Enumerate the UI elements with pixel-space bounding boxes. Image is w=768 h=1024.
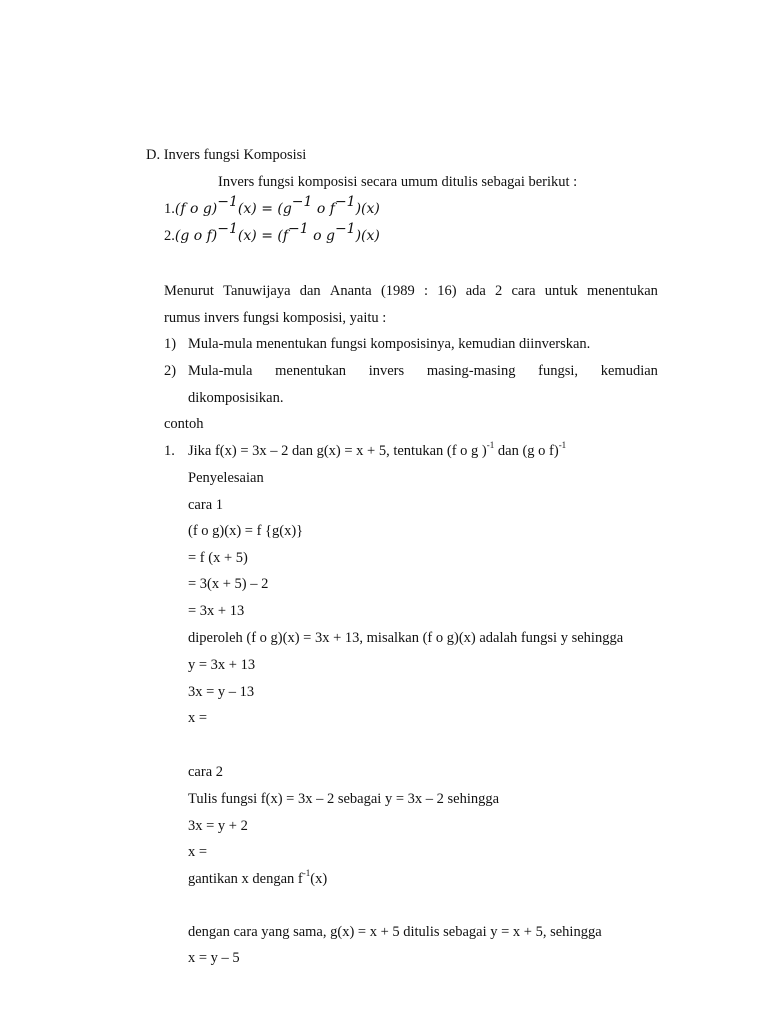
word: dan (299, 283, 321, 299)
step-1-number: 1) (164, 336, 177, 352)
example-label: contoh (164, 416, 204, 432)
word: ada (465, 283, 486, 299)
formula-2-g-exp: −1 (334, 221, 356, 238)
formula-1-f-exp: −1 (334, 194, 356, 211)
word: (1989 (380, 283, 415, 299)
paragraph-line-1 (164, 282, 658, 300)
formula-2-o: 𝑜 𝑔 (308, 228, 335, 244)
word: invers (368, 363, 405, 379)
cara-1-line-5: diperoleh (f o g)(x) = 3x + 13, misalkan (f o g)(x) adalah fungsi y sehingga (188, 630, 624, 646)
word: Tanuwijaya (223, 283, 291, 299)
cara-1-line-7: 3x = y – 13 (188, 684, 255, 700)
formula-2 (164, 221, 380, 245)
formula-2-mid: (𝑥) = (𝑓 (237, 228, 289, 244)
cara-2-line-4-pre: gantikan x dengan f (188, 871, 303, 887)
cara-2-title: cara 2 (188, 764, 224, 780)
formula-1-lhs-exp: −1 (217, 194, 238, 211)
section-heading: D. Invers fungsi Komposisi (146, 147, 307, 163)
word: : (423, 283, 428, 299)
cara-2-line-2: 3x = y + 2 (188, 818, 248, 834)
word: fungsi, (538, 363, 579, 379)
formula-2-f-exp: −1 (288, 221, 309, 238)
question-exp-2: -1 (558, 440, 567, 451)
cara-2-line-1: Tulis fungsi f(x) = 3x – 2 sebagai y = 3x – 2 sehingga (188, 791, 500, 807)
word: untuk (544, 283, 578, 299)
cara-2-line-6: x = y – 5 (188, 950, 240, 966)
step-2-text (188, 362, 658, 380)
word: 16) (437, 283, 457, 299)
word: cara (511, 283, 536, 299)
cara-1-line-4: = 3x + 13 (188, 603, 245, 619)
word: kemudian (600, 363, 658, 379)
cara-1-line-3: = 3(x + 5) – 2 (188, 576, 269, 592)
example-number: 1. (164, 443, 175, 459)
cara-2-line-3: x = (188, 844, 208, 860)
cara-1-title: cara 1 (188, 497, 224, 513)
cara-2-line-4-exp: -1 (302, 868, 311, 879)
cara-1-line-1: (f o g)(x) = f {g(x)} (188, 523, 304, 539)
formula-2-lhs-exp: −1 (217, 221, 238, 238)
formula-1-end: )(𝑥) (355, 201, 380, 217)
cara-2-line-4-post: (x) (310, 871, 328, 887)
word: menentukan (587, 283, 658, 299)
formula-1-g-exp: −1 (291, 194, 313, 211)
word: menentukan (275, 363, 347, 379)
step-2-continued: dikomposisikan. (188, 390, 284, 406)
paragraph-line-2: rumus invers fungsi komposisi, yaitu : (164, 310, 387, 326)
formula-2-end: )(𝑥) (355, 228, 380, 244)
section-intro: Invers fungsi komposisi secara umum ditulis sebagai berikut : (218, 174, 578, 190)
formula-1-mid: (𝑥) = (𝑔 (237, 201, 292, 217)
step-1-text: Mula-mula menentukan fungsi komposisinya, kemudian diinverskan. (188, 336, 591, 352)
formula-1-o: 𝑜 𝑓 (312, 201, 335, 217)
cara-2-line-4 (188, 870, 327, 888)
example-question (188, 442, 566, 460)
cara-1-line-6: y = 3x + 13 (188, 657, 256, 673)
question-mid: dan (g o f) (494, 443, 559, 459)
question-main: Jika f(x) = 3x – 2 dan g(x) = x + 5, tentukan (f o g ) (188, 443, 487, 459)
word: 2 (495, 283, 503, 299)
formula-2-lhs: (𝑔 𝑜 𝑓) (174, 228, 218, 244)
word: Menurut (164, 283, 214, 299)
formula-1-lhs: (𝑓 𝑜 𝑔) (174, 201, 218, 217)
formula-1 (164, 194, 380, 218)
formula-2-number: 2. (164, 228, 175, 244)
question-exp-1: -1 (486, 440, 495, 451)
formula-1-number: 1. (164, 201, 175, 217)
cara-2-line-5: dengan cara yang sama, g(x) = x + 5 ditulis sebagai y = x + 5, sehingga (188, 924, 602, 940)
cara-1-line-8: x = (188, 710, 208, 726)
cara-1-line-2: = f (x + 5) (188, 550, 248, 566)
word: masing-masing (426, 363, 516, 379)
word: Mula-mula (188, 363, 253, 379)
word: Ananta (329, 283, 372, 299)
step-2-number: 2) (164, 363, 177, 379)
solution-label: Penyelesaian (188, 470, 264, 486)
